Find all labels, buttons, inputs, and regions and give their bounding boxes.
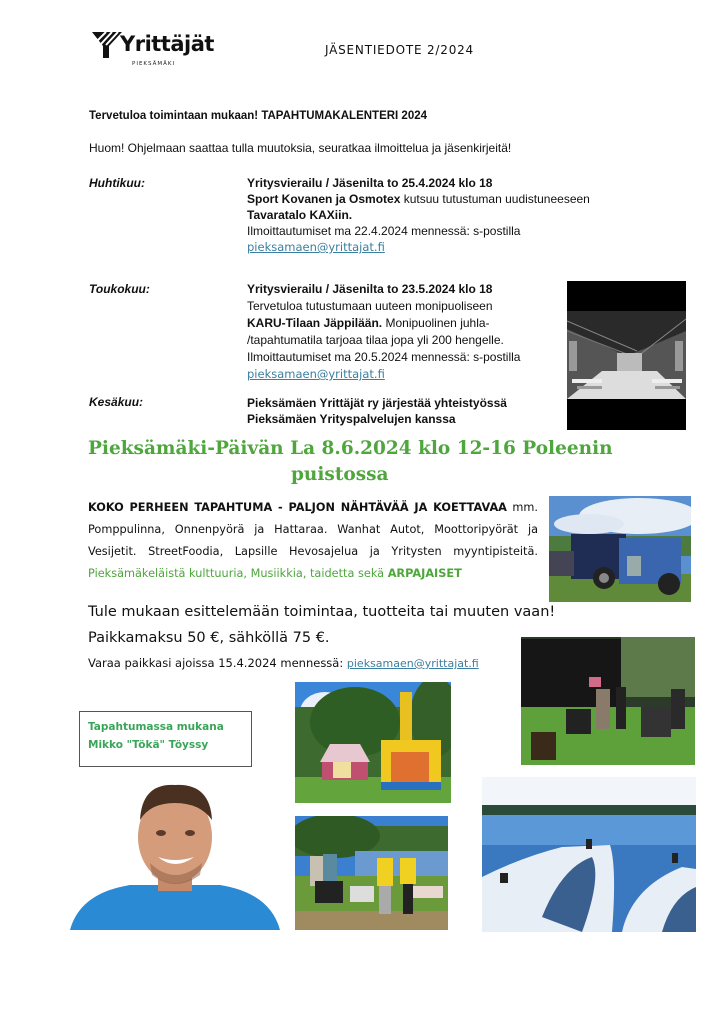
park-stage-image: [521, 637, 695, 765]
event-title: Yritysvierailu / Jäsenilta to 23.5.2024 klo 18: [247, 282, 493, 296]
jetski-photo: [482, 777, 696, 932]
park-stage-photo: [521, 637, 695, 765]
guest-info-box: [79, 711, 252, 767]
event-title: Yritysvierailu / Jäsenilta to 25.4.2024 klo 18: [247, 176, 493, 190]
family-event-text: mm. Pomppulinna, Onnenpyörä ja Hattaraa. Wanhat Autot, Moottoripyörät ja Vesijetit. StreetFoodia, Lapsille Hevosajelua ja Yritysten myyntipisteitä.: [88, 501, 538, 558]
invite-text: Tule mukaan esittelemään toimintaa, tuotteita tai muuten vaan!: [88, 604, 556, 620]
email-link[interactable]: pieksamaen@yrittajat.fi: [247, 240, 385, 254]
heading-line-2: puistossa: [291, 464, 389, 485]
guest-name: Mikko "Tökä" Töyssy: [88, 739, 209, 751]
event-venue: KARU-Tilaan Jäppilään.: [247, 316, 383, 330]
family-event-bold: KOKO PERHEEN TAPAHTUMA - PALJON NÄHTÄVÄÄ JA KOETTAVAA: [88, 501, 507, 514]
bouncy-castle-photo: [295, 682, 451, 803]
event-text: /tapahtumatila tarjoaa tilaa jopa yli 200 hengelle.: [247, 333, 504, 347]
newsletter-title: JÄSENTIEDOTE 2/2024: [325, 43, 474, 57]
event-registration: Ilmoittautumiset ma 22.4.2024 mennessä: s-postilla: [247, 224, 521, 238]
lottery-text: ARPAJAISET: [387, 567, 462, 580]
logo-location: PIEKSÄMÄKI: [132, 61, 176, 67]
bouncy-castle-image: [295, 682, 451, 803]
event-text: Tervetuloa tutustumaan uuteen monipuoliseen: [247, 299, 493, 313]
logo-mark-icon: [92, 32, 122, 58]
event-description: [88, 497, 538, 585]
event-text: kutsuu tutustuman uudistuneeseen: [400, 192, 590, 206]
month-label-june: Kesäkuu:: [89, 395, 144, 409]
reserve-text: Varaa paikkasi ajoissa 15.4.2024 mennessä:: [88, 656, 347, 670]
intro-title: Tervetuloa toimintaan mukaan! TAPAHTUMAKALENTERI 2024: [89, 110, 428, 122]
guest-label: Tapahtumassa mukana: [88, 721, 224, 733]
lakeside-group-photo: [295, 816, 448, 930]
jetski-lake-image: [482, 777, 696, 932]
heading-line-1: Pieksämäki-Päivän La 8.6.2024 klo 12-16 Poleenin: [88, 438, 613, 459]
email-link[interactable]: pieksamaen@yrittajat.fi: [346, 657, 479, 670]
event-june: [247, 395, 637, 427]
email-link[interactable]: pieksamaen@yrittajat.fi: [247, 367, 385, 381]
event-may: [247, 281, 557, 383]
mikko-toyssy-portrait: [70, 775, 280, 930]
fee-text: Paikkamaksu 50 €, sähköllä 75 €.: [88, 630, 330, 646]
event-registration: Ilmoittautumiset ma 20.5.2024 mennessä: s-postilla: [247, 350, 521, 364]
yrittajat-logo: [92, 30, 212, 72]
main-event-heading: [88, 436, 628, 488]
event-text: Pieksämäen Yrittäjät ry järjestää yhteistyössä: [247, 396, 507, 410]
guest-portrait: [70, 775, 280, 930]
logo-wordmark: Yrittäjät: [120, 32, 214, 56]
month-label-april: Huhtikuu:: [89, 176, 145, 190]
month-label-may: Toukokuu:: [89, 282, 150, 296]
reserve-line: [88, 656, 479, 670]
event-text: Pieksämäen Yrityspalvelujen kanssa: [247, 412, 456, 426]
event-venue: Tavaratalo KAXiin.: [247, 208, 353, 222]
event-april: [247, 175, 637, 255]
event-hosts: Sport Kovanen ja Osmotex: [247, 192, 401, 206]
trucks-photo: [549, 496, 691, 602]
event-text: Monipuolinen juhla-: [382, 316, 490, 330]
intro-note: Huom! Ohjelmaan saattaa tulla muutoksia, seuratkaa ilmoittelua ja jäsenkirjeitä!: [89, 141, 512, 155]
vintage-trucks-image: [549, 496, 691, 602]
lakeside-group-image: [295, 816, 448, 930]
culture-text: Pieksämäkeläistä kulttuuria, Musiikkia, taidetta sekä: [88, 567, 388, 580]
